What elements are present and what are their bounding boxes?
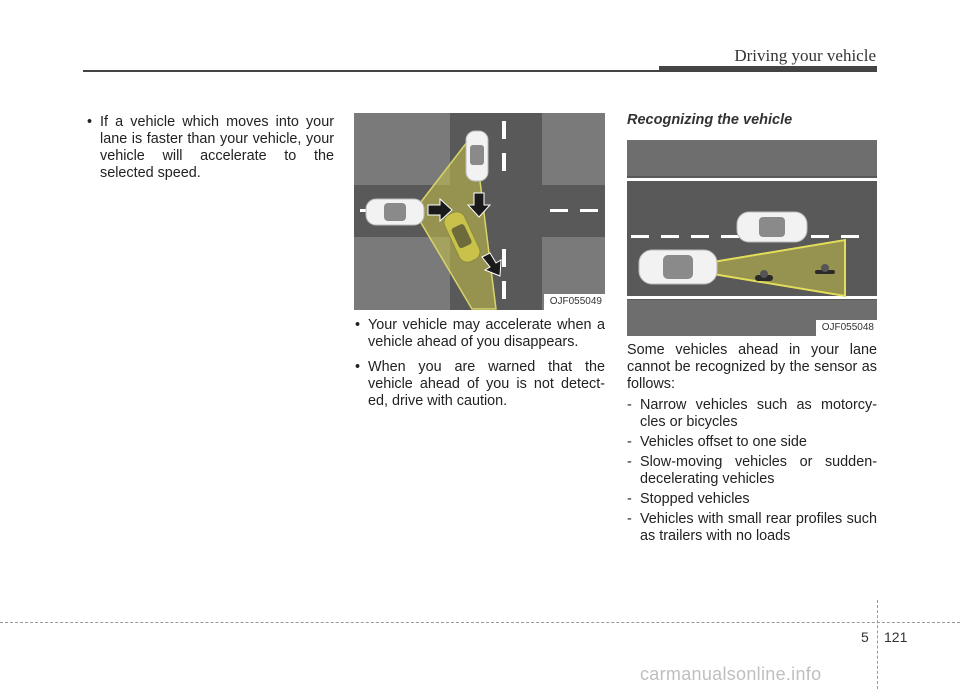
car-ahead <box>466 131 488 181</box>
header-rule-accent <box>659 66 877 72</box>
highway-illustration <box>627 140 877 336</box>
column-3 <box>627 342 877 548</box>
figure-highway <box>627 140 877 336</box>
figure-intersection <box>354 113 605 310</box>
watermark: carmanualsonline.info <box>640 664 822 684</box>
intro-paragraph: Some vehicles ahead in your lane cannot be recognized by the sensor as follows: <box>627 342 877 392</box>
list-item: - Stopped vehicles <box>627 491 877 508</box>
column-2 <box>354 317 605 418</box>
figure-code: OJF055048 <box>816 320 877 336</box>
figure-code: OJF055049 <box>544 294 605 310</box>
bullet-item: • When you are warned that the vehicle ahead of you is not detect-ed, drive with caution. <box>354 359 605 410</box>
page-number: 121 <box>884 629 908 645</box>
chapter-number: 5 <box>861 629 869 645</box>
header-rule <box>83 70 661 72</box>
bullet-item: • If a vehicle which moves into your lane is faster than your vehicle, your vehicle will accelerate to the selected speed. <box>86 114 334 182</box>
list-item: - Vehicles with small rear profiles such as trailers with no loads <box>627 511 877 545</box>
footer-rule <box>0 622 960 623</box>
car-adjacent-lane <box>737 212 807 242</box>
section-title: Recognizing the vehicle <box>627 112 793 128</box>
column-1 <box>86 114 334 190</box>
list-item: - Narrow vehicles such as motorcy-cles or bicycles <box>627 397 877 431</box>
bullet-item: • Your vehicle may accelerate when a vehicle ahead of you disappears. <box>354 317 605 351</box>
header-title: Driving your vehicle <box>734 46 876 65</box>
footer-divider <box>877 600 878 689</box>
list-item: - Vehicles offset to one side <box>627 434 877 451</box>
car-ego <box>639 250 717 284</box>
intersection-illustration <box>354 113 605 310</box>
list-item: - Slow-moving vehicles or sudden-decelerating vehicles <box>627 454 877 488</box>
car-ego <box>366 199 424 225</box>
